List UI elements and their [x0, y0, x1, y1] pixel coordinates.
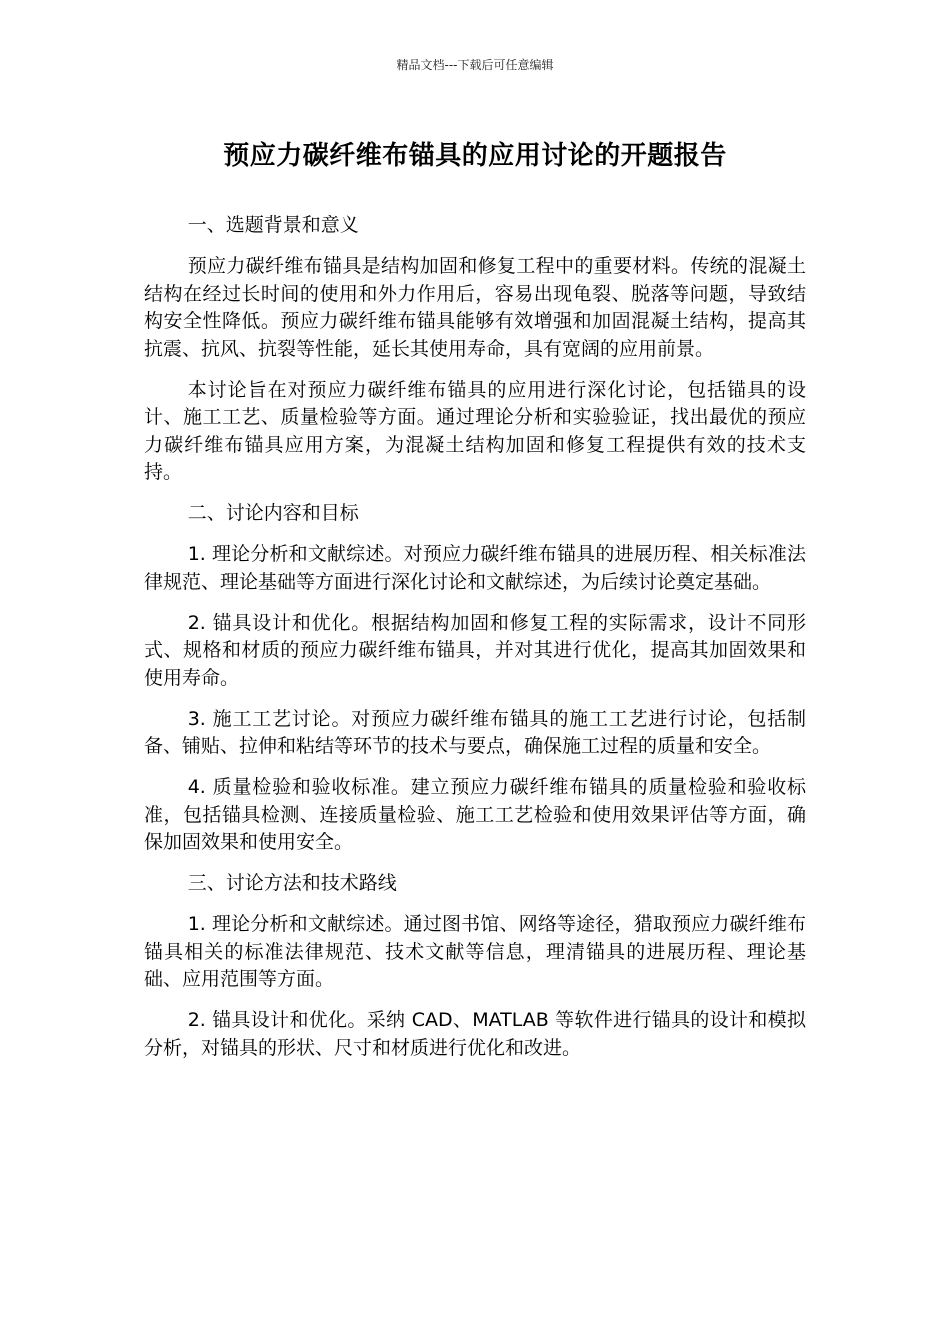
document-title: 预应力碳纤维布锚具的应用讨论的开题报告 [223, 141, 727, 171]
paragraph-content-2: 2. 锚具设计和优化。根据结构加固和修复工程的实际需求，设计不同形式、规格和材质的预应力碳纤维布锚具，并对其进行优化，提高其加固效果和使用寿命。 [144, 611, 806, 689]
paragraph-methods-2: 2. 锚具设计和优化。采纳 CAD、MATLAB 等软件进行锚具的设计和模拟分析，对锚具的形状、尺寸和材质进行优化和改进。 [144, 1009, 806, 1059]
paragraph-content-4: 4. 质量检验和验收标准。建立预应力碳纤维布锚具的质量检验和验收标准，包括锚具检测、连接质量检验、施工工艺检验和使用效果评估等方面，确保加固效果和使用安全。 [144, 776, 806, 853]
paragraph-methods-1: 1. 理论分析和文献综述。通过图书馆、网络等途径，猎取预应力碳纤维布锚具相关的标准法律规范、技术文献等信息，理清锚具的进展历程、理论基础、应用范围等方面。 [144, 913, 806, 990]
header-note: 精品文档---下载后可任意编辑 [396, 58, 554, 72]
section-heading-methods: 三、讨论方法和技术路线 [187, 872, 397, 894]
section-heading-content-goals: 二、讨论内容和目标 [187, 502, 359, 524]
document-body [144, 212, 806, 1076]
paragraph-background-1: 预应力碳纤维布锚具是结构加固和修复工程中的重要材料。传统的混凝土结构在经过长时间的使用和外力作用后，容易出现龟裂、脱落等问题，导致结构安全性降低。预应力碳纤维布锚具能够有效增强和加固混凝土结构，提高其抗震、抗风、抗裂等性能，延长其使用寿命，具有宽阔的应用前景。 [144, 255, 806, 360]
section-heading-background: 一、选题背景和意义 [187, 214, 359, 236]
paragraph-content-3: 3. 施工工艺讨论。对预应力碳纤维布锚具的施工工艺进行讨论，包括制备、铺贴、拉伸和粘结等环节的技术与要点，确保施工过程的质量和安全。 [144, 707, 806, 757]
paragraph-background-2: 本讨论旨在对预应力碳纤维布锚具的应用进行深化讨论，包括锚具的设计、施工工艺、质量检验等方面。通过理论分析和实验验证，找出最优的预应力碳纤维布锚具应用方案，为混凝土结构加固和修复工程提供有效的技术支持。 [144, 378, 806, 483]
paragraph-content-1: 1. 理论分析和文献综述。对预应力碳纤维布锚具的进展历程、相关标准法律规范、理论基础等方面进行深化讨论和文献综述，为后续讨论奠定基础。 [144, 543, 806, 593]
